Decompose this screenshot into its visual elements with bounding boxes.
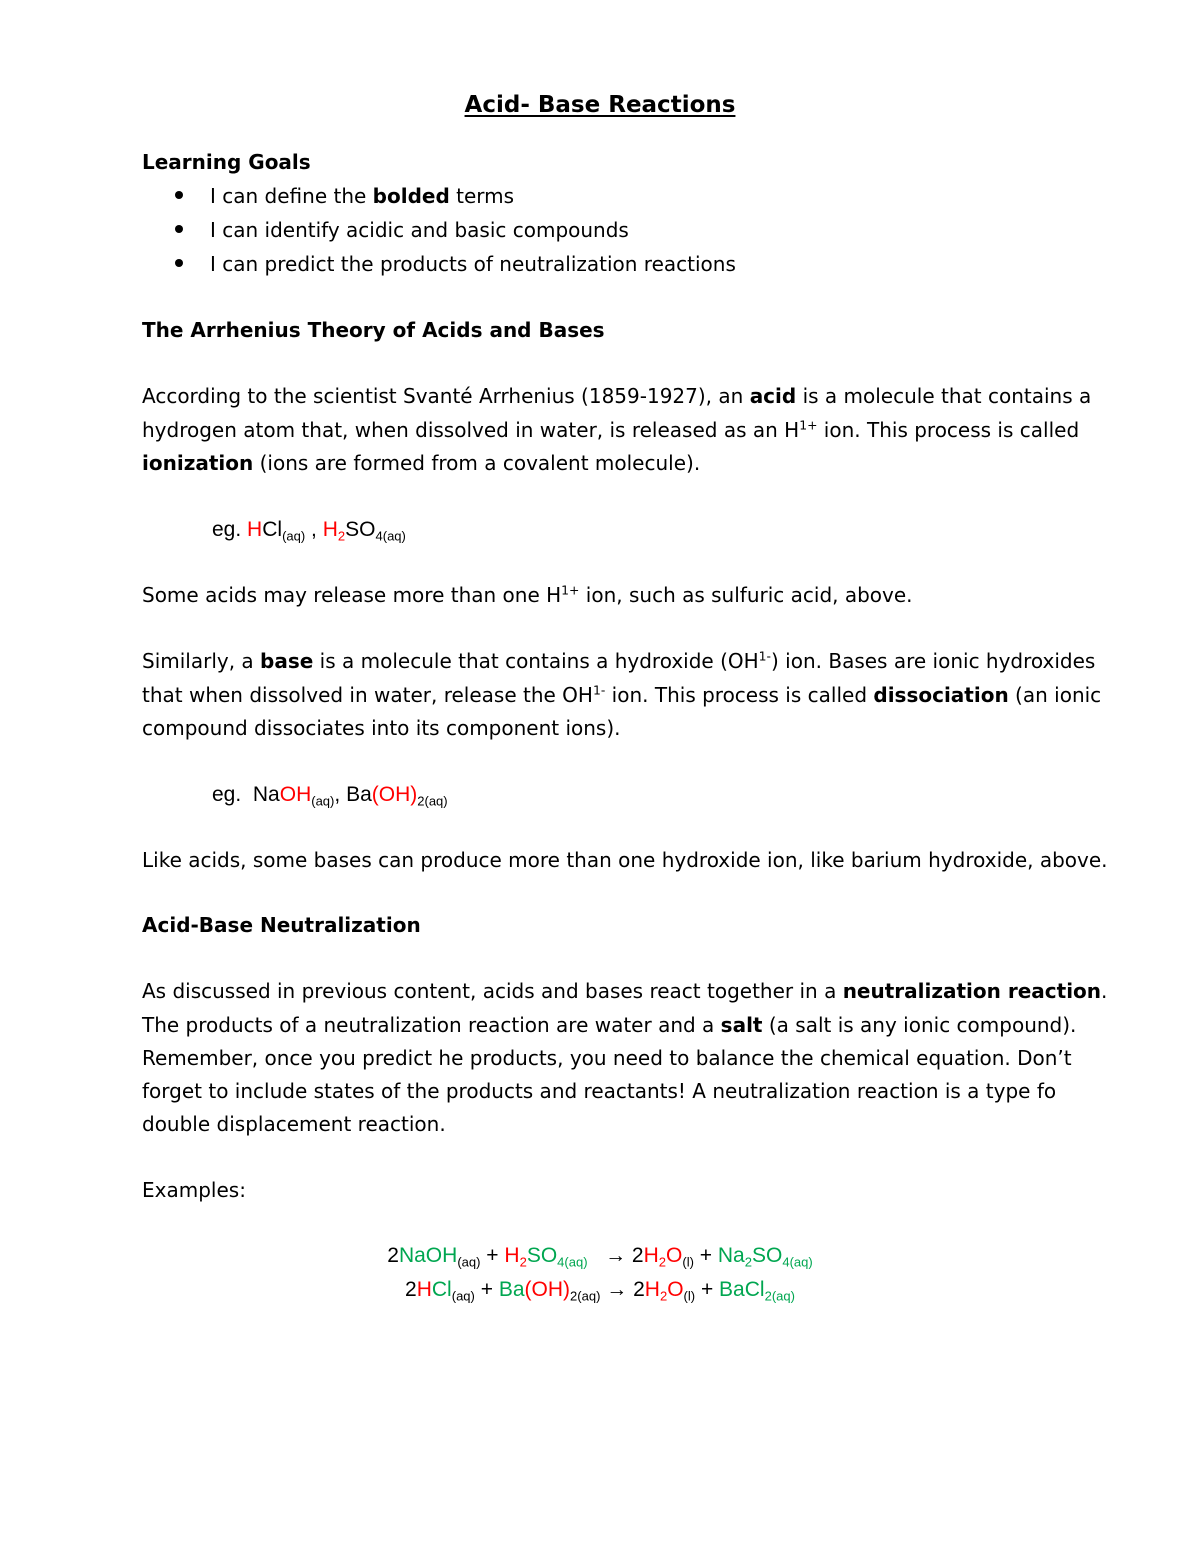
paragraph-line: Some acids may release more than one $H^{1+}$ ion, such as sulfuric acid, above. — [142, 582, 913, 607]
page-title: Acid- Base Reactions — [464, 92, 736, 118]
arrow-icon: → — [606, 1278, 628, 1301]
paragraph-line: compound dissociates into its component ions). — [142, 716, 621, 740]
examples-label: Examples: — [142, 1178, 246, 1202]
paragraph-line: The products of a neutralization reaction are water and a salt (a salt is any ionic compound). — [142, 1013, 1077, 1037]
arrow-icon: → — [605, 1244, 627, 1267]
arrhenius-heading: The Arrhenius Theory of Acids and Bases — [142, 318, 605, 342]
paragraph-line: hydrogen atom that, when dissolved in water, is released as an $H^{1+}$ ion. This process is called — [142, 417, 1080, 442]
learning-goals-heading: Learning Goals — [142, 150, 311, 174]
bullet-icon — [175, 191, 183, 199]
base-example: eg. NaOH$_{(aq)}$, $Ba(OH)_{2(aq)}$ — [212, 783, 448, 809]
paragraph-line: Remember, once you predict he products, you need to balance the chemical equation. Don’t — [142, 1046, 1072, 1070]
learning-goal-item: I can predict the products of neutralization reactions — [175, 254, 736, 274]
bullet-icon — [175, 225, 183, 233]
paragraph-line: Similarly, a base is a molecule that contains a hydroxide $(OH^{1-})$ ion. Bases are ionic hydroxides — [142, 648, 1096, 673]
paragraph-line: that when dissolved in water, release the $OH^{1-}$ ion. This process is called dissociation (an ionic — [142, 682, 1102, 707]
neutralization-heading: Acid-Base Neutralization — [142, 913, 421, 937]
paragraph-line: forget to include states of the products and reactants! A neutralization reaction is a type fo — [142, 1079, 1057, 1103]
paragraph-line: As discussed in previous content, acids and bases react together in a neutralization reaction. — [142, 979, 1108, 1003]
bullet-icon — [175, 259, 183, 267]
paragraph-line: ionization (ions are formed from a covalent molecule). — [142, 451, 701, 475]
learning-goal-item: I can identify acidic and basic compounds — [175, 220, 629, 240]
equation-2: $2HCl_{(aq)} + Ba(OH)_{2(aq)} \to 2H_2O_{(l)}$ + BaCl$_{2(aq)}$ — [405, 1278, 795, 1304]
equation-1: 2NaOH$_{(aq)}$ + $H_2SO_{4(aq)}$ → $2H_2O_{(l)} + Na_2SO_{4(aq)}$ — [387, 1244, 813, 1270]
learning-goal-item: I can define the bolded terms — [175, 186, 514, 206]
acid-example: eg. HCl$_{(aq)}$ , $H_2SO_{4(aq)}$ — [212, 518, 406, 544]
paragraph-line: According to the scientist Svanté Arrhenius (1859-1927), an acid is a molecule that contains a — [142, 384, 1092, 408]
paragraph-line: Like acids, some bases can produce more than one hydroxide ion, like barium hydroxide, above. — [142, 848, 1108, 872]
paragraph-line: double displacement reaction. — [142, 1112, 446, 1136]
